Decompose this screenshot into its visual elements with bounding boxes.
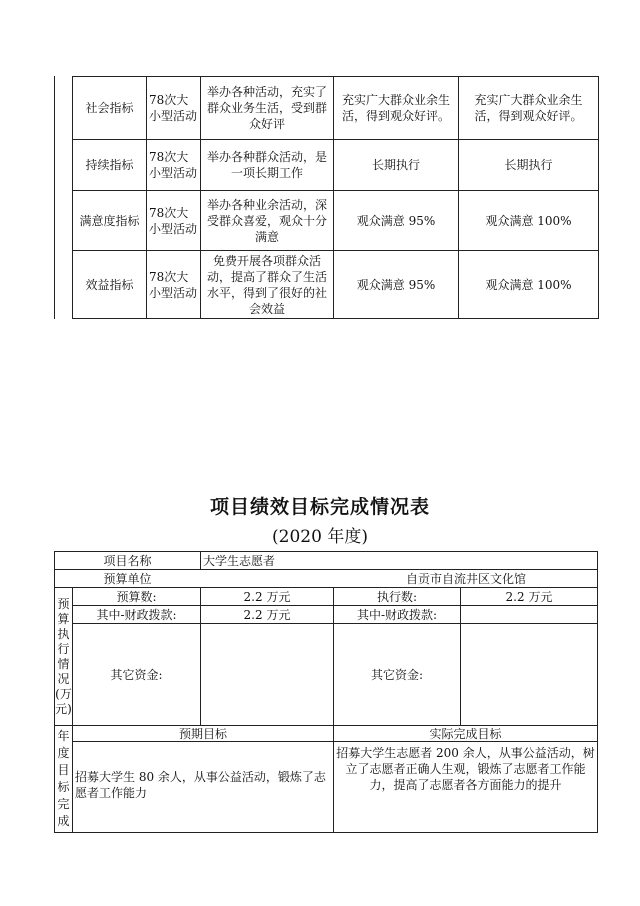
count-cell: 78次大小型活动 — [149, 205, 198, 236]
result-cell: 长期执行 — [504, 158, 553, 172]
planned-cell: 举办各种群众活动，是一项长期工作 — [206, 150, 327, 180]
result-cell: 长期执行 — [371, 158, 420, 172]
result-cell: 充实广大群众业余生活，得到观众好评。 — [474, 93, 583, 123]
count-cell: 78次大小型活动 — [149, 150, 198, 180]
actual-goal-label: 实际完成目标 — [429, 726, 502, 741]
result-cell: 观众满意 100% — [485, 213, 572, 228]
count-cell: 78次大小型活动 — [149, 93, 198, 123]
planned-cell: 举办各种活动，充实了群众业务生活，受到群众好评 — [206, 85, 327, 131]
other-funds-label: 其它资金: — [110, 667, 163, 682]
result-cell: 观众满意 95% — [356, 213, 436, 228]
executed-label: 执行数: — [376, 589, 418, 604]
fiscal-budget-value: 2.2 万元 — [243, 607, 291, 622]
project-name-value: 大学生志愿者 — [203, 553, 276, 568]
result-cell: 观众满意 95% — [356, 277, 436, 292]
form-subtitle: (2020 年度) — [272, 527, 368, 547]
planned-cell: 举办各种业余活动，深受群众喜爱，观众十分满意 — [206, 197, 327, 244]
form-title: 项目绩效目标完成情况表 — [209, 496, 430, 518]
budget-unit-label: 预算单位 — [103, 571, 152, 586]
result-cell: 充实广大群众业余生活，得到观众好评。 — [341, 93, 450, 123]
indicator-cell: 持续指标 — [85, 158, 134, 172]
fiscal-executed-value — [461, 606, 597, 623]
other-funds-label-executed: 其它资金: — [370, 667, 424, 682]
fiscal-label: 其中-财政拨款: — [96, 607, 177, 622]
budget-section-label: 预算执行情况(万元) — [55, 596, 72, 716]
result-cell: 观众满意 100% — [485, 277, 572, 292]
indicator-cell: 社会指标 — [85, 101, 134, 115]
expected-goal-text: 招募大学生 80 余人，从事公益活动，锻炼了志愿者工作能力 — [75, 770, 326, 800]
expected-goal-label: 预期目标 — [178, 726, 227, 741]
planned-cell: 免费开展各项群众活动，提高了群众了生活水平，得到了很好的社会效益 — [206, 253, 327, 316]
budget-count-label: 预算数: — [116, 589, 157, 604]
executed-value: 2.2 万元 — [505, 589, 553, 604]
annual-section-label: 年度目标完成 — [57, 729, 70, 828]
indicator-cell: 效益指标 — [85, 277, 134, 292]
actual-goal-text: 招募大学生志愿者 200 余人，从事公益活动，树立了志愿者正确人生观，锻炼了志愿者工作能力，提高了志愿者各方面能力的提升 — [336, 746, 595, 792]
fiscal-label-executed: 其中-财政拨款: — [356, 607, 438, 622]
budget-count-value: 2.2 万元 — [243, 589, 291, 604]
project-name-label: 项目名称 — [103, 553, 152, 568]
indicator-cell: 满意度指标 — [79, 213, 140, 228]
budget-unit-value: 自贡市自流井区文化馆 — [405, 571, 526, 586]
count-cell: 78次大小型活动 — [149, 269, 198, 300]
